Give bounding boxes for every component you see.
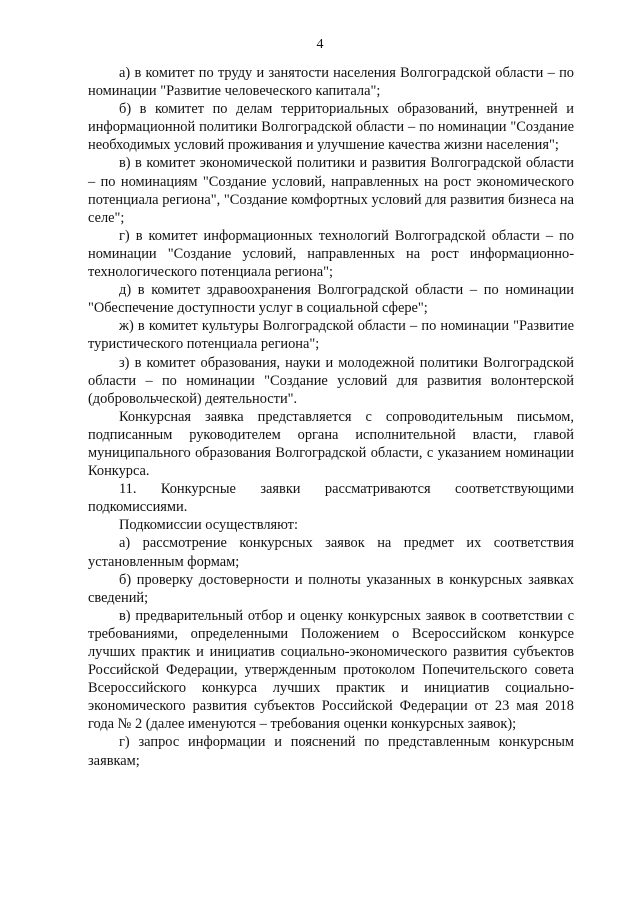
paragraph-duty-v: в) предварительный отбор и оценку конкурсных заявок в соответствии с требованиями, определенными Положением о Всероссийском конкурсе лучших практик и инициатив социально-экономического развития субъектов Российской Федерации, утвержденным протоколом Попечительского совета Всероссийского конкурса лучших практик и инициатив социально-экономического развития субъектов Российской Федерации от 23 мая 2018 года № 2 (далее именуются – требования оценки конкурсных заявок); [88, 607, 574, 733]
paragraph-item-g-it: г) в комитет информационных технологий Волгоградской области – по номинации "Создание условий, направленных на рост информационно-технологического потенциала региона"; [88, 227, 574, 281]
page-number: 4 [316, 37, 324, 52]
document-body [88, 64, 574, 770]
paragraph-item-d-health: д) в комитет здравоохранения Волгоградской области – по номинации "Обеспечение доступности услуг в социальной сфере"; [88, 282, 574, 317]
paragraph-item-zh-culture: ж) в комитет культуры Волгоградской области – по номинации "Развитие туристического потенциала региона"; [88, 318, 574, 353]
paragraph-duty-g: г) запрос информации и пояснений по представленным конкурсным заявкам; [88, 734, 574, 769]
paragraph-subcommissions-intro: Подкомиссии осуществляют: [119, 517, 298, 534]
paragraph-duty-a: а) рассмотрение конкурсных заявок на предмет их соответствия установленным формам; [88, 535, 574, 570]
paragraph-item-a-labor: а) в комитет по труду и занятости населения Волгоградской области – по номинации "Развитие человеческого капитала"; [88, 65, 574, 100]
paragraph-duty-b: б) проверку достоверности и полноты указанных в конкурсных заявках сведений; [88, 571, 574, 606]
paragraph-item-v-economic: в) в комитет экономической политики и развития Волгоградской области – по номинациям "Создание условий, направленных на рост экономического потенциала региона", "Создание комфортных условий для развития бизнеса на селе"; [88, 155, 574, 226]
paragraph-section-11: 11. Конкурсные заявки рассматриваются соответствующими подкомиссиями. [88, 481, 574, 516]
paragraph-item-z-education: з) в комитет образования, науки и молодежной политики Волгоградской области – по номинации "Создание условий для развития волонтерской (добровольческой) деятельности". [88, 354, 574, 407]
paragraph-application-letter: Конкурсная заявка представляется с сопроводительным письмом, подписанным руководителем органа исполнительной власти, главой муниципального образования Волгоградской области, с указанием номинации Конкурса. [88, 408, 574, 480]
paragraph-item-b-territorial: б) в комитет по делам территориальных образований, внутренней и информационной политики Волгоградской области – по номинации "Создание необходимых условий проживания и улучшение качества жизни населения"; [88, 101, 574, 154]
